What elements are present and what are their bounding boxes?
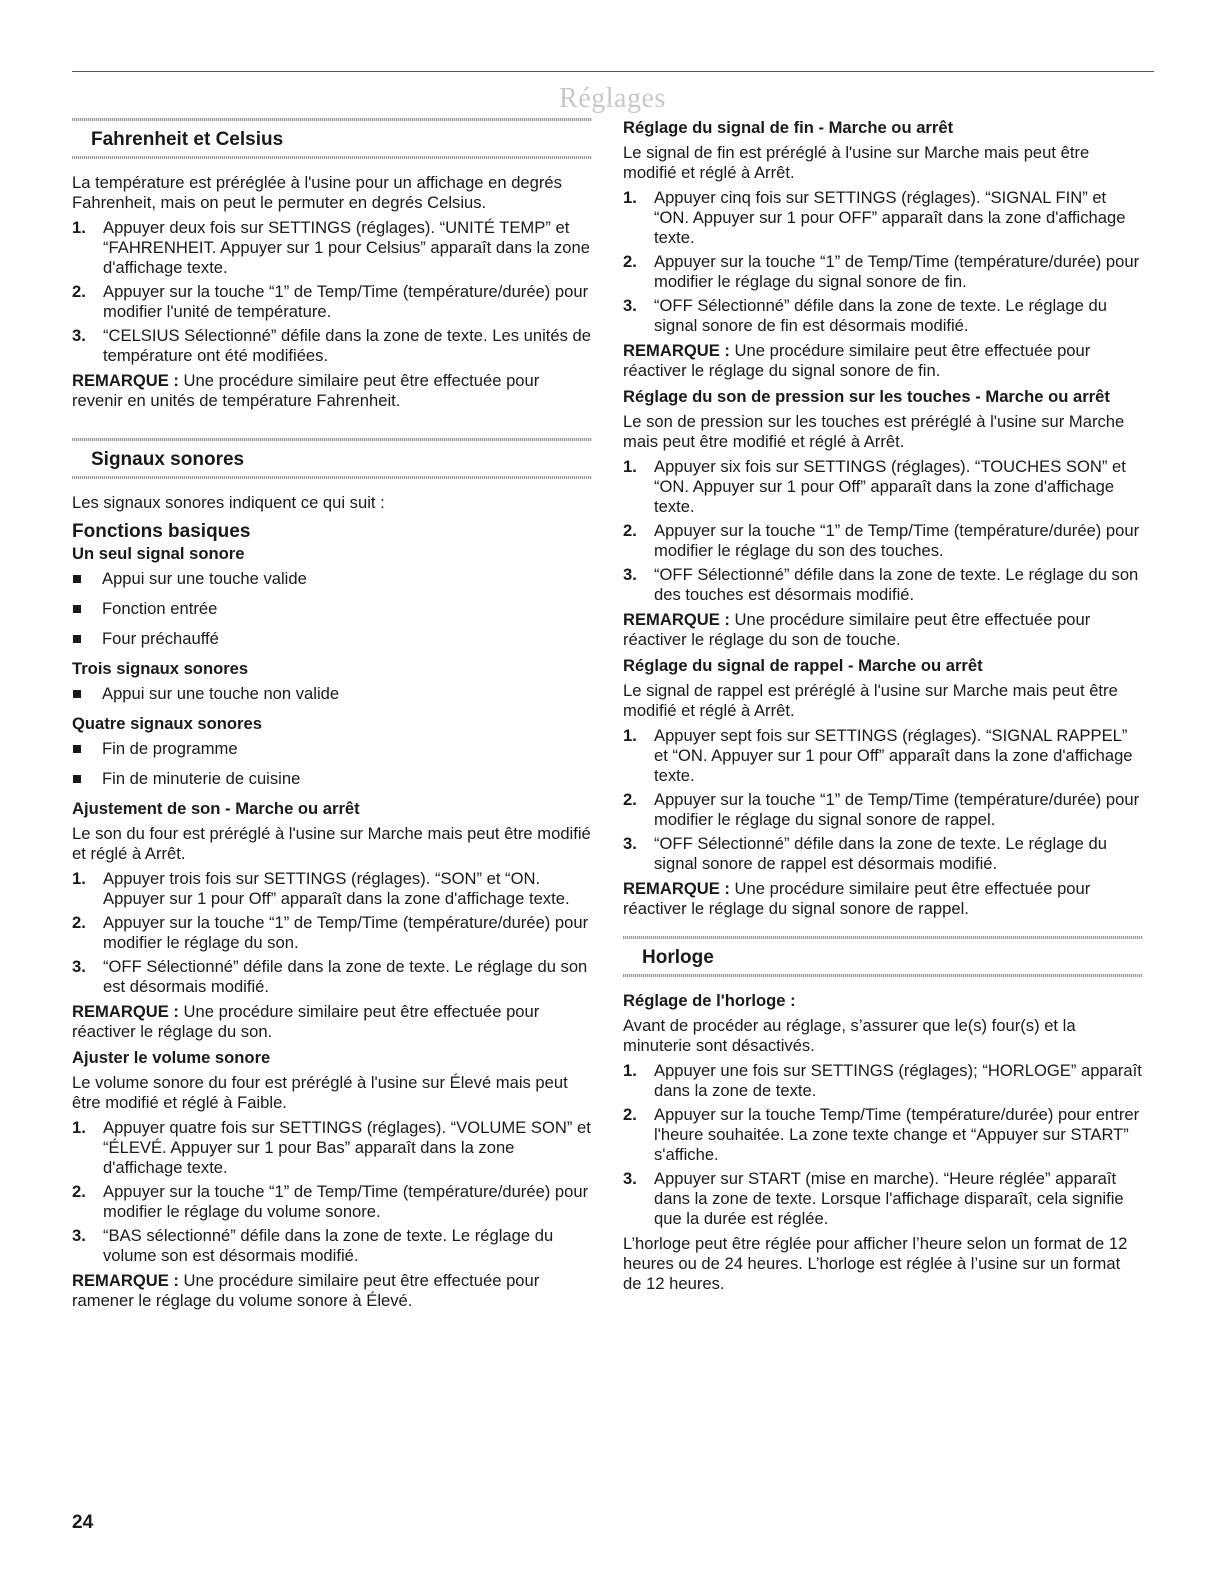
paragraph: Le son du four est préréglé à l'usine sur Marche mais peut être modifié et réglé à Arrêt. xyxy=(72,824,591,863)
step-item xyxy=(623,1169,1143,1229)
heading-quatre: Quatre signaux sonores xyxy=(72,714,262,733)
step-number: 3. xyxy=(623,296,637,315)
square-bullet-icon xyxy=(73,775,81,783)
step-text: Appuyer cinq fois sur SETTINGS (réglages). “SIGNAL FIN” et “ON. Appuyer sur 1 pour OFF” apparaît dans la zone d'affichage texte. xyxy=(654,188,1126,247)
section-title: Horloge xyxy=(642,947,714,968)
step-number: 1. xyxy=(72,869,86,888)
step-text: Appuyer quatre fois sur SETTINGS (réglages). “VOLUME SON” et “ÉLEVÉ. Appuyer sur 1 pour Bas” apparaît dans la zone d'affichage texte. xyxy=(103,1118,591,1177)
step-number: 3. xyxy=(623,565,637,584)
step-text: Appuyer six fois sur SETTINGS (réglages). “TOUCHES SON” et “ON. Appuyer sur 1 pour Off” apparaît dans la zone d'affichage texte. xyxy=(654,457,1126,516)
section-header-fahrenheit xyxy=(72,118,592,159)
remark xyxy=(72,1271,592,1311)
step-number: 2. xyxy=(623,252,637,271)
step-item xyxy=(623,252,1143,292)
heading-ajustement: Ajustement de son - Marche ou arrêt xyxy=(72,799,360,818)
step-text: Appuyer sur la touche “1” de Temp/Time (température/durée) pour modifier le réglage du signal sonore de fin. xyxy=(654,252,1140,291)
step-text: Appuyer trois fois sur SETTINGS (réglages). “SON” et “ON. Appuyer sur 1 pour Off” apparaît dans la zone d'affichage texte. xyxy=(103,869,570,908)
bullet-text: Appui sur une touche valide xyxy=(102,569,307,588)
step-text: “CELSIUS Sélectionné” défile dans la zone de texte. Les unités de température ont été modifiées. xyxy=(103,326,591,365)
bullet-item xyxy=(72,769,592,789)
step-text: Appuyer sur la touche “1” de Temp/Time (température/durée) pour modifier l'unité de température. xyxy=(103,282,589,321)
step-number: 2. xyxy=(72,1182,86,1201)
paragraph: Avant de procéder au réglage, s’assurer que le(s) four(s) et la minuterie sont désactivés. xyxy=(623,1016,1076,1055)
bullet-item xyxy=(72,629,592,649)
bullet-list xyxy=(72,569,592,649)
remark xyxy=(623,341,1143,381)
remark xyxy=(623,610,1143,650)
remark-text: Une procédure similaire peut être effectuée pour ramener le réglage du volume sonore à Élevé. xyxy=(72,1271,540,1310)
step-list xyxy=(72,218,592,366)
heading-reglage-horloge: Réglage de l'horloge : xyxy=(623,991,796,1010)
step-list xyxy=(72,869,592,997)
heading-un-seul: Un seul signal sonore xyxy=(72,544,245,563)
remark xyxy=(72,1002,592,1042)
step-list xyxy=(72,1118,592,1266)
bullet-list xyxy=(72,684,592,704)
step-item xyxy=(72,218,592,278)
step-item xyxy=(623,1061,1143,1101)
bullet-item xyxy=(72,569,592,589)
remark-label: REMARQUE : xyxy=(623,610,730,629)
step-number: 1. xyxy=(623,188,637,207)
step-text: “OFF Sélectionné” défile dans la zone de texte. Le réglage du signal sonore de fin est désormais modifié. xyxy=(654,296,1107,335)
left-column xyxy=(72,118,592,1316)
step-number: 1. xyxy=(72,1118,86,1137)
right-column xyxy=(623,118,1143,1299)
heading-rappel: Réglage du signal de rappel - Marche ou arrêt xyxy=(623,656,983,675)
bullet-text: Fonction entrée xyxy=(102,599,218,618)
step-text: “OFF Sélectionné” défile dans la zone de texte. Le réglage du son est désormais modifié. xyxy=(103,957,588,996)
step-number: 3. xyxy=(72,957,86,976)
step-number: 1. xyxy=(72,218,86,237)
bullet-list xyxy=(72,739,592,789)
step-number: 2. xyxy=(623,790,637,809)
step-number: 2. xyxy=(72,282,86,301)
step-text: Appuyer sept fois sur SETTINGS (réglages). “SIGNAL RAPPEL” et “ON. Appuyer sur 1 pour Off” apparaît dans la zone d'affichage texte. xyxy=(654,726,1133,785)
step-item xyxy=(623,188,1143,248)
bullet-text: Appui sur une touche non valide xyxy=(102,684,340,703)
remark-label: REMARQUE : xyxy=(72,1271,179,1290)
square-bullet-icon xyxy=(73,605,81,613)
remark-text: Une procédure similaire peut être effectuée pour réactiver le réglage du signal sonore de fin. xyxy=(623,341,1091,380)
top-rule xyxy=(72,71,1154,72)
square-bullet-icon xyxy=(73,745,81,753)
bullet-text: Fin de programme xyxy=(102,739,238,758)
step-item xyxy=(72,1182,592,1222)
section-title: Fahrenheit et Celsius xyxy=(91,129,284,150)
paragraph: La température est préréglée à l'usine pour un affichage en degrés Fahrenheit, mais on peut le permuter en degrés Celsius. xyxy=(72,173,562,212)
step-item xyxy=(623,296,1143,336)
step-text: Appuyer sur la touche “1” de Temp/Time (température/durée) pour modifier le réglage du signal sonore de rappel. xyxy=(654,790,1140,829)
step-item xyxy=(72,1118,592,1178)
bullet-item xyxy=(72,599,592,619)
remark-label: REMARQUE : xyxy=(72,371,179,390)
paragraph: Le signal de rappel est préréglé à l'usine sur Marche mais peut être modifié et réglé à Arrêt. xyxy=(623,681,1118,720)
remark-label: REMARQUE : xyxy=(72,1002,179,1021)
paragraph: Le signal de fin est préréglé à l'usine sur Marche mais peut être modifié et réglé à Arrêt. xyxy=(623,143,1090,182)
step-number: 3. xyxy=(623,1169,637,1188)
step-item xyxy=(623,565,1143,605)
step-text: Appuyer sur la touche “1” de Temp/Time (température/durée) pour modifier le réglage du son des touches. xyxy=(654,521,1140,560)
step-list xyxy=(623,457,1143,605)
remark xyxy=(623,879,1143,919)
remark-label: REMARQUE : xyxy=(623,879,730,898)
step-number: 3. xyxy=(623,834,637,853)
step-item xyxy=(72,282,592,322)
paragraph: Les signaux sonores indiquent ce qui suit : xyxy=(72,493,385,512)
paragraph: L’horloge peut être réglée pour afficher l’heure selon un format de 12 heures ou de 24 heures. L’horloge est réglée à l’usine sur un format de 12 heures. xyxy=(623,1234,1128,1293)
step-number: 2. xyxy=(623,1105,637,1124)
step-item xyxy=(623,834,1143,874)
step-text: Appuyer sur la touche “1” de Temp/Time (température/durée) pour modifier le réglage du volume sonore. xyxy=(103,1182,589,1221)
square-bullet-icon xyxy=(73,635,81,643)
step-item xyxy=(623,457,1143,517)
step-number: 3. xyxy=(72,1226,86,1245)
bullet-text: Fin de minuterie de cuisine xyxy=(102,769,301,788)
step-text: Appuyer sur la touche Temp/Time (température/durée) pour entrer l'heure souhaitée. La zone texte change et “Appuyer sur START” s'affiche. xyxy=(654,1105,1140,1164)
bullet-item xyxy=(72,739,592,759)
square-bullet-icon xyxy=(73,575,81,583)
section-bottom-border xyxy=(623,974,1143,977)
section-bottom-border xyxy=(72,476,592,479)
paragraph: Le volume sonore du four est préréglé à l'usine sur Élevé mais peut être modifié et réglé à Faible. xyxy=(72,1073,568,1112)
page-title: Réglages xyxy=(559,83,666,114)
square-bullet-icon xyxy=(73,690,81,698)
section-header-horloge xyxy=(623,936,1143,977)
step-item xyxy=(72,957,592,997)
remark-text: Une procédure similaire peut être effectuée pour revenir en unités de température Fahrenheit. xyxy=(72,371,540,410)
step-item xyxy=(72,326,592,366)
step-text: Appuyer sur la touche “1” de Temp/Time (température/durée) pour modifier le réglage du son. xyxy=(103,913,589,952)
step-list xyxy=(623,188,1143,336)
bullet-text: Four préchauffé xyxy=(102,629,219,648)
section-title: Signaux sonores xyxy=(91,449,245,470)
step-text: “OFF Sélectionné” défile dans la zone de texte. Le réglage du signal sonore de rappel est désormais modifié. xyxy=(654,834,1107,873)
step-item xyxy=(72,913,592,953)
section-header-signaux xyxy=(72,438,592,479)
subheading-fonctions: Fonctions basiques xyxy=(72,521,251,542)
step-list xyxy=(623,1061,1143,1229)
paragraph: Le son de pression sur les touches est préréglé à l'usine sur Marche mais peut être modifié et réglé à Arrêt. xyxy=(623,412,1125,451)
remark-text: Une procédure similaire peut être effectuée pour réactiver le réglage du son de touche. xyxy=(623,610,1091,649)
step-text: Appuyer sur START (mise en marche). “Heure réglée” apparaît dans la zone de texte. Lorsque l'affichage disparaît, cela signifie que la durée est réglée. xyxy=(654,1169,1124,1228)
bullet-item xyxy=(72,684,592,704)
step-text: Appuyer deux fois sur SETTINGS (réglages). “UNITÉ TEMP” et “FAHRENHEIT. Appuyer sur 1 pour Celsius” apparaît dans la zone d'affichage texte. xyxy=(103,218,590,277)
heading-touches: Réglage du son de pression sur les touches - Marche ou arrêt xyxy=(623,387,1110,406)
step-number: 2. xyxy=(72,913,86,932)
step-text: Appuyer une fois sur SETTINGS (réglages); “HORLOGE” apparaît dans la zone de texte. xyxy=(654,1061,1142,1100)
remark-label: REMARQUE : xyxy=(623,341,730,360)
heading-fin: Réglage du signal de fin - Marche ou arrêt xyxy=(623,118,954,137)
section-bottom-border xyxy=(72,156,592,159)
remark xyxy=(72,371,592,411)
step-text: “OFF Sélectionné” défile dans la zone de texte. Le réglage du son des touches est désormais modifié. xyxy=(654,565,1139,604)
step-item xyxy=(623,726,1143,786)
step-number: 3. xyxy=(72,326,86,345)
step-list xyxy=(623,726,1143,874)
page-number: 24 xyxy=(72,1512,94,1533)
step-item xyxy=(623,790,1143,830)
step-number: 1. xyxy=(623,457,637,476)
step-item xyxy=(72,1226,592,1266)
step-item xyxy=(623,521,1143,561)
step-text: “BAS sélectionné” défile dans la zone de texte. Le réglage du volume son est désormais modifié. xyxy=(103,1226,554,1265)
step-item xyxy=(72,869,592,909)
step-number: 2. xyxy=(623,521,637,540)
remark-text: Une procédure similaire peut être effectuée pour réactiver le réglage du son. xyxy=(72,1002,540,1041)
heading-volume: Ajuster le volume sonore xyxy=(72,1048,271,1067)
step-item xyxy=(623,1105,1143,1165)
heading-trois: Trois signaux sonores xyxy=(72,659,249,678)
step-number: 1. xyxy=(623,1061,637,1080)
remark-text: Une procédure similaire peut être effectuée pour réactiver le réglage du signal sonore de rappel. xyxy=(623,879,1091,918)
step-number: 1. xyxy=(623,726,637,745)
